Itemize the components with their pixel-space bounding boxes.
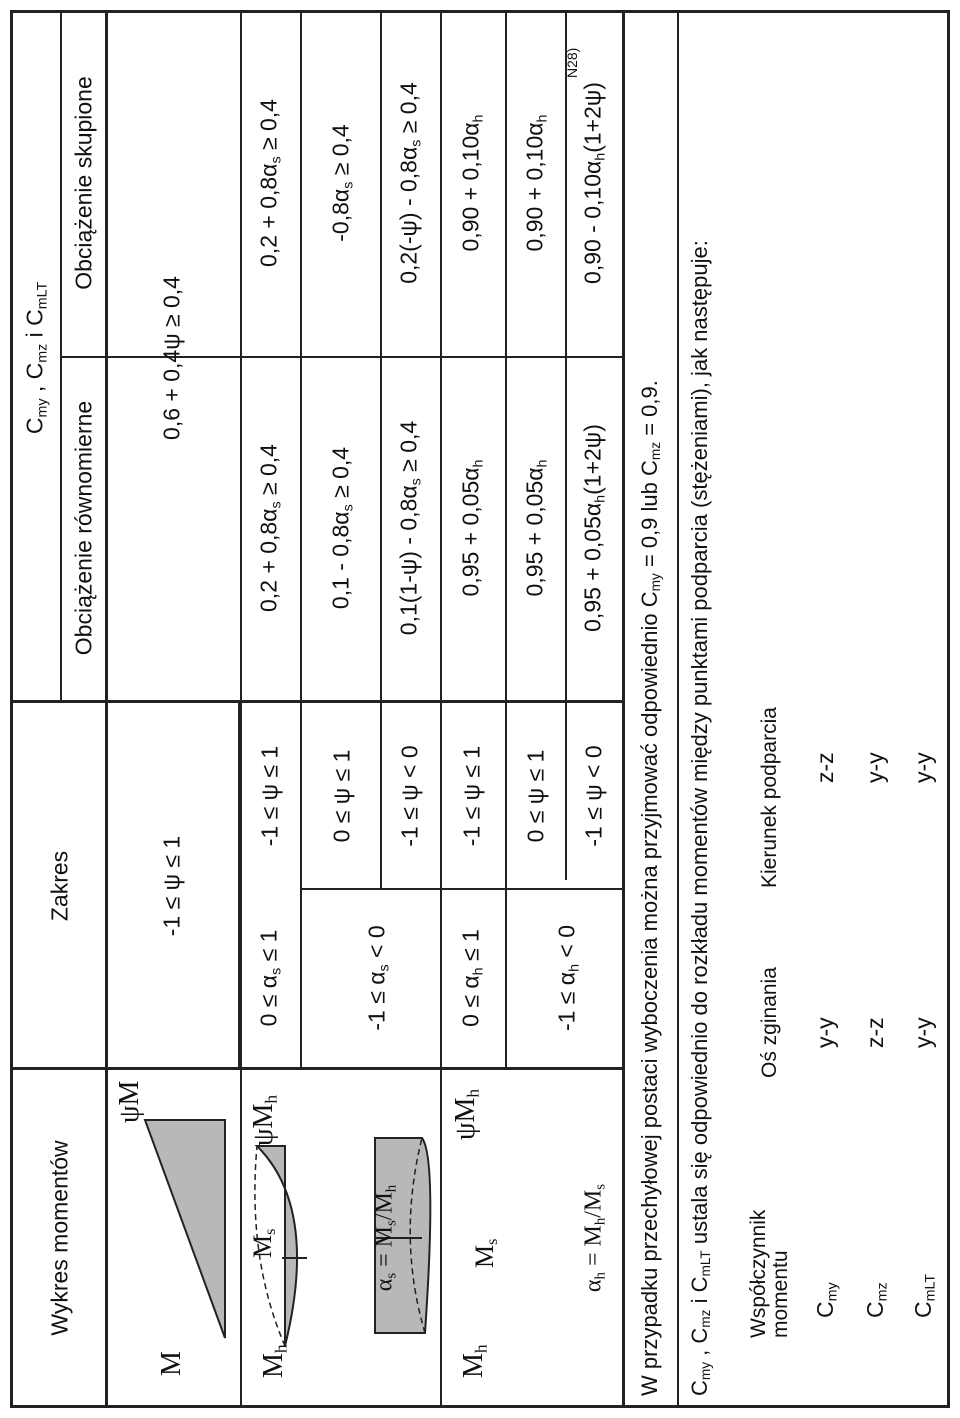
support-head-direction: Kierunek podparcia	[758, 707, 781, 888]
r1-range: -1 ≤ ψ ≤ 1	[158, 835, 185, 937]
col-line-2	[10, 700, 622, 703]
moment-psi-mh-label: $\psi M_h$	[248, 1094, 281, 1146]
r6-psi-range: 0 ≤ ψ ≤ 1	[522, 749, 549, 843]
r7-note-ref: N28)	[564, 47, 580, 78]
r5-alpha-range: $0 \le \alpha_h \le 1$	[457, 929, 487, 1027]
support-row-axis: y-y	[812, 1017, 838, 1048]
r3-alpha-range: $-1 \le \alpha_s < 0$	[363, 925, 393, 1031]
r5-point: $0,90 + 0,10\alpha_h$	[457, 114, 487, 252]
r3-uniform: $0,1 - 0,8\alpha_s \ge 0,4$	[327, 446, 357, 610]
support-head-axis: Oś zginania	[758, 967, 781, 1078]
rotated-document	[10, 10, 950, 1408]
r3-psi-range: 0 ≤ ψ ≤ 1	[328, 749, 355, 843]
r5-psi-range: -1 ≤ ψ ≤ 1	[458, 745, 485, 847]
moment-mh-label: $M_h$	[258, 1344, 291, 1378]
r2-point: $0,2 + 0,8\alpha_s \ge 0,4$	[255, 99, 285, 267]
support-row-coef: $C_{mLT}$	[910, 1273, 939, 1318]
r6-uniform: $0,95 + 0,05\alpha_h$	[521, 459, 551, 597]
note-support-rules: $C_{my}$ , $C_{mz}$ i $C_{mLT}$ ustala się odpowiednio do rozkładu momentów między punktami podparcia (stężeniami), jak następuje:	[686, 240, 714, 1396]
r4-uniform: $0,1(1-\psi) - 0,8\alpha_s \ge 0,4$	[395, 420, 425, 636]
r6-alpha-range: $-1 \le \alpha_h < 0$	[553, 924, 583, 1032]
moment-mh-label-2: $M_h$	[458, 1344, 491, 1378]
header-coefficients: $C_{my}$ , $C_{mz}$ i $C_{mLT}$	[21, 281, 51, 435]
note-separator-line	[677, 10, 679, 1408]
r2-uniform: $0,2 + 0,8\alpha_s \ge 0,4$	[255, 444, 285, 612]
r4-point: $0,2(-\psi) - 0,8\alpha_s \ge 0,4$	[395, 82, 425, 284]
support-row-direction: y-y	[910, 752, 936, 783]
row-line-6	[565, 10, 567, 880]
linear-moment-shape	[145, 1120, 225, 1338]
support-row-axis: z-z	[862, 1017, 888, 1048]
alpha-s-formula: $\alpha_s = M_s/M_h$	[371, 1184, 400, 1292]
row-line-4	[380, 10, 382, 890]
sub-col-line-2	[440, 888, 622, 890]
r2-psi-range: -1 ≤ ψ ≤ 1	[256, 745, 283, 847]
r7-psi-range: -1 ≤ ψ < 0	[580, 745, 607, 847]
table-bottom-line	[622, 10, 625, 1408]
row-line-5	[505, 10, 507, 1068]
sub-col-line-1	[300, 888, 440, 890]
r6-point: $0,90 + 0,10\alpha_h$	[521, 114, 551, 252]
header-range: Zakres	[46, 850, 73, 922]
note-sway-buckling: W przypadku przechyłowej postaci wyboczenia można przyjmować odpowiednio $C_{my} = 0,9$ lub $C_{mz} = 0,9$.	[636, 380, 664, 1396]
support-row-axis: y-y	[910, 1017, 936, 1048]
r3-point: $-0,8\alpha_s \ge 0,4$	[327, 124, 357, 242]
header-point-load: Obciążenie skupione	[70, 76, 97, 290]
r7-uniform: $0,95 + 0,05\alpha_h(1+2\psi)$	[579, 424, 609, 632]
alpha-h-formula: $\alpha_h = M_h/M_s$	[580, 1183, 609, 1293]
moment-m-label: M	[156, 1351, 187, 1376]
header-moment: Wykres momentów	[46, 1140, 73, 1336]
moment-ms-label-2: $M_s$	[470, 1238, 502, 1268]
support-row-direction: z-z	[812, 752, 838, 783]
support-row-coef: $C_{my}$	[812, 1282, 841, 1318]
coef-subheader-line	[60, 10, 62, 703]
moment-psi-m-label: ψM	[114, 1080, 145, 1123]
row-line-3	[300, 10, 302, 1068]
r7-point: $0,90 - 0,10\alpha_h(1+2\psi)$	[579, 82, 609, 284]
support-row-direction: y-y	[862, 752, 888, 783]
r2-alpha-range: $0 \le \alpha_s \le 1$	[255, 929, 285, 1027]
support-row-coef: $C_{mz}$	[862, 1282, 891, 1318]
r4-psi-range: -1 ≤ ψ < 0	[396, 745, 423, 847]
r5-uniform: $0,95 + 0,05\alpha_h$	[457, 459, 487, 597]
moment-psi-mh-label-2: $\psi M_h$	[450, 1088, 483, 1140]
r1-value: 0,6 + 0,4ψ ≥ 0,4	[158, 276, 185, 440]
header-uniform-load: Obciążenie równomierne	[70, 400, 97, 656]
moment-ms-label: $M_s$	[248, 1228, 280, 1258]
col-line-3	[60, 356, 622, 358]
support-head-coef: Współczynnik momentu	[747, 1209, 792, 1338]
